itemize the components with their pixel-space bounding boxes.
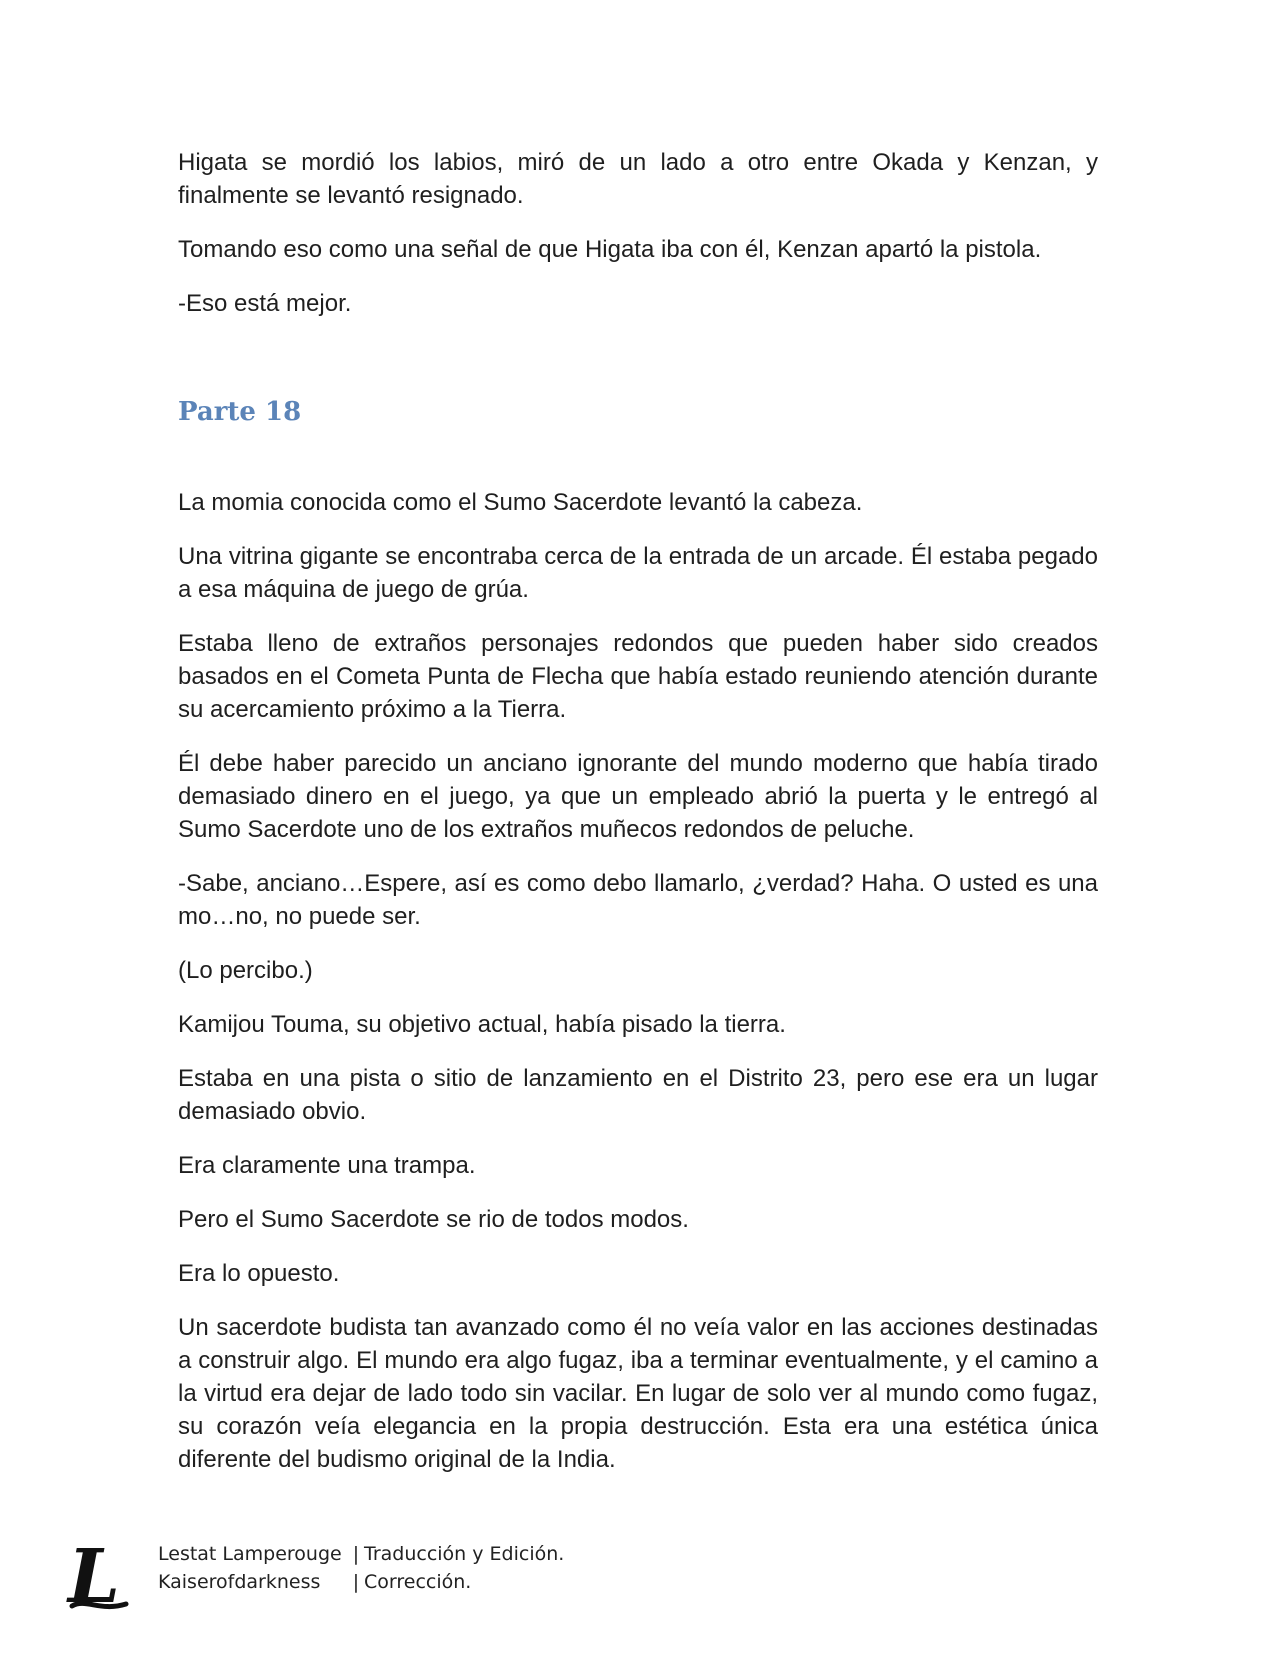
paragraph: Era lo opuesto. — [178, 1260, 340, 1287]
section-main — [178, 486, 1098, 1497]
gothic-l-logo-icon — [66, 1538, 130, 1614]
credit-line — [158, 1540, 564, 1568]
credit-name: Lestat Lamperouge — [158, 1543, 342, 1565]
paragraph: La momia conocida como el Sumo Sacerdote levantó la cabeza. — [178, 489, 863, 516]
credit-name: Kaiserofdarkness — [158, 1571, 321, 1593]
svg-text:L: L — [68, 1538, 121, 1614]
paragraph: Pero el Sumo Sacerdote se rio de todos modos. — [178, 1206, 689, 1233]
paragraph: Kamijou Touma, su objetivo actual, había pisado la tierra. — [178, 1011, 786, 1038]
credit-line — [158, 1568, 564, 1596]
paragraph: Él debe haber parecido un anciano ignorante del mundo moderno que había tirado demasiado dinero en el juego, ya que un empleado abrió la puerta y le entregó al Sumo Sacerdote uno de los extraños muñecos redondos de peluche. — [178, 750, 1098, 843]
paragraph: Estaba en una pista o sitio de lanzamiento en el Distrito 23, pero ese era un lugar demasiado obvio. — [178, 1065, 1098, 1125]
paragraph: -Sabe, anciano…Espere, así es como debo llamarlo, ¿verdad? Haha. O usted es una mo…no, no puede ser. — [178, 870, 1098, 930]
credit-role: Traducción y Edición. — [364, 1543, 565, 1565]
section-heading: Parte 18 — [178, 397, 302, 427]
section-intro — [178, 146, 1098, 341]
credit-separator: | — [352, 1571, 360, 1593]
paragraph: (Lo percibo.) — [178, 957, 313, 984]
paragraph: Era claramente una trampa. — [178, 1152, 476, 1179]
paragraph: Higata se mordió los labios, miró de un lado a otro entre Okada y Kenzan, y finalmente se levantó resignado. — [178, 149, 1098, 209]
paragraph: Estaba lleno de extraños personajes redondos que pueden haber sido creados basados en el Cometa Punta de Flecha que había estado reuniendo atención durante su acercamiento próximo a la Tierra. — [178, 630, 1098, 723]
paragraph: Un sacerdote budista tan avanzado como él no veía valor en las acciones destinadas a construir algo. El mundo era algo fugaz, iba a terminar eventualmente, y el camino a la virtud era dejar de lado todo sin vacilar. En lugar de solo ver al mundo como fugaz, su corazón veía elegancia en la propia destrucción. Esta era una estética única diferente del budismo original de la India. — [178, 1314, 1098, 1473]
paragraph: Una vitrina gigante se encontraba cerca de la entrada de un arcade. Él estaba pegado a esa máquina de juego de grúa. — [178, 543, 1098, 603]
paragraph: -Eso está mejor. — [178, 290, 352, 317]
page-footer — [66, 1538, 666, 1628]
credit-separator: | — [352, 1543, 360, 1565]
credit-role: Corrección. — [364, 1571, 472, 1593]
paragraph: Tomando eso como una señal de que Higata iba con él, Kenzan apartó la pistola. — [178, 236, 1042, 263]
